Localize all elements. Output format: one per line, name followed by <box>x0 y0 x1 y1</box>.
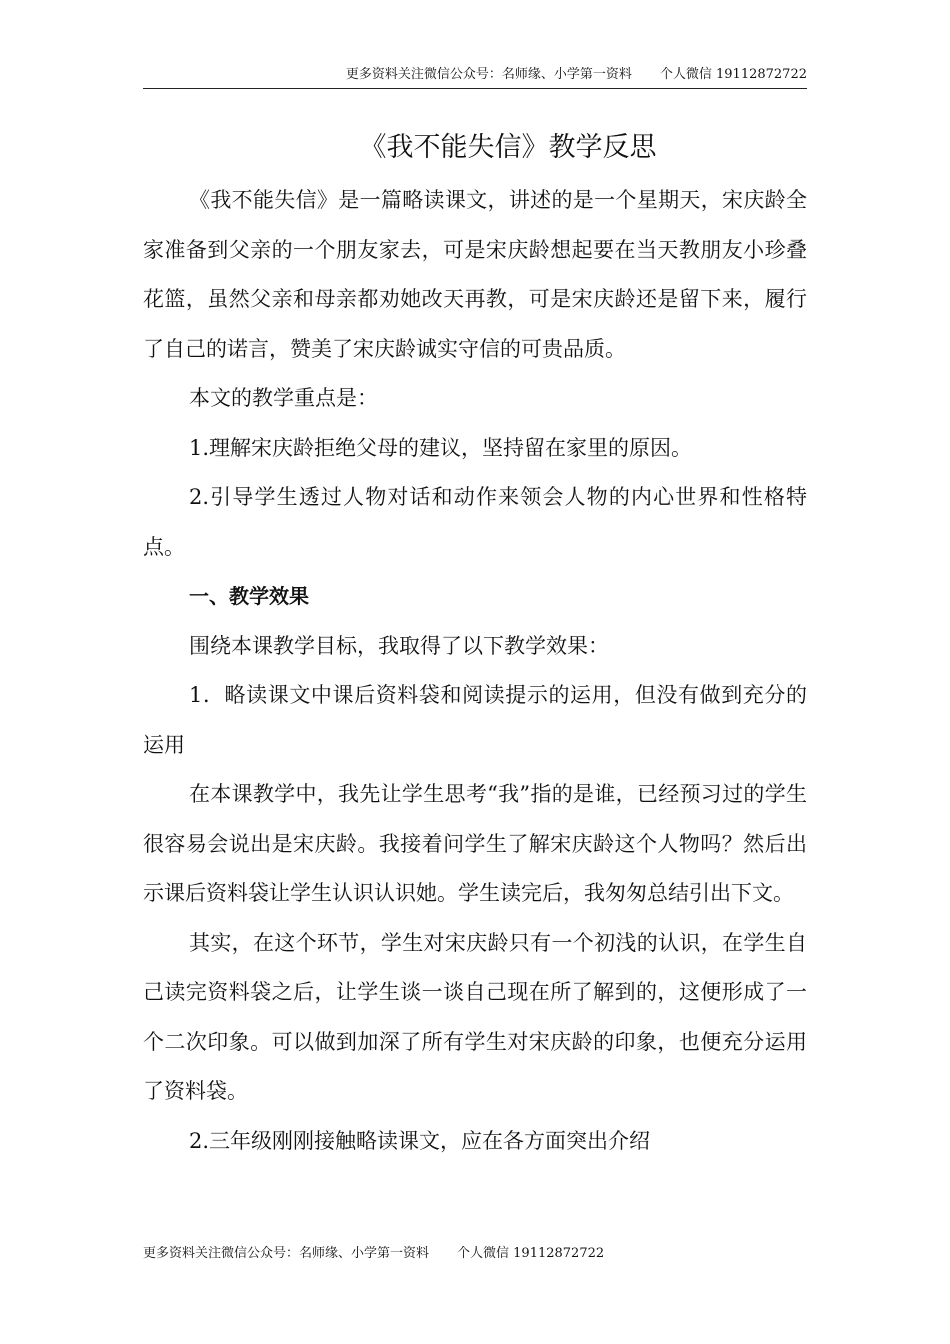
page-footer <box>143 1245 604 1263</box>
footer-right-text: 个人微信 19112872722 <box>457 1246 605 1261</box>
paragraph-effect-1-detail: 在本课教学中，我先让学生思考“我”指的是谁，已经预习过的学生很容易会说出是宋庆龄。我接着问学生了解宋庆龄这个人物吗？然后出示课后资料袋让学生认识认识她。学生读完后，我匆匆总结引出下文。 <box>143 782 807 905</box>
document-body <box>143 176 807 1166</box>
paragraph-effect-1-reflection: 其实，在这个环节，学生对宋庆龄只有一个初浅的认识，在学生自己读完资料袋之后，让学生谈一谈自己现在所了解到的，这便形成了一个二次印象。可以做到加深了所有学生对宋庆龄的印象，也便充分运用了资料袋。 <box>143 930 807 1103</box>
paragraph-effect-2: 2.三年级刚刚接触略读课文，应在各方面突出介绍 <box>189 1128 651 1153</box>
header-left-text: 更多资料关注微信公众号：名师缘、小学第一资料 <box>345 67 632 82</box>
paragraph-focus-heading: 本文的教学重点是： <box>189 386 378 410</box>
paragraph-focus-1: 1.理解宋庆龄拒绝父母的建议，坚持留在家里的原因。 <box>189 435 693 460</box>
paragraph-effects-intro: 围绕本课教学目标，我取得了以下教学效果： <box>189 633 609 658</box>
page-header <box>143 66 807 89</box>
document-title: 《我不能失信》教学反思 <box>359 132 657 163</box>
paragraph-focus-2: 2.引导学生透过人物对话和动作来领会人物的内心世界和性格特点。 <box>143 485 807 559</box>
footer-left-text: 更多资料关注微信公众号：名师缘、小学第一资料 <box>143 1246 430 1261</box>
section-heading-effects: 一、教学效果 <box>189 584 309 608</box>
paragraph-effect-1: 1．略读课文中课后资料袋和阅读提示的运用，但没有做到充分的运用 <box>143 683 807 757</box>
header-right-text: 个人微信 19112872722 <box>659 67 807 82</box>
paragraph-intro: 《我不能失信》是一篇略读课文，讲述的是一个星期天，宋庆龄全家准备到父亲的一个朋友家去，可是宋庆龄想起要在当天教朋友小珍叠花篮，虽然父亲和母亲都劝她改天再教，可是宋庆龄还是留下来，履行了自己的诺言，赞美了宋庆龄诚实守信的可贵品质。 <box>143 188 807 361</box>
